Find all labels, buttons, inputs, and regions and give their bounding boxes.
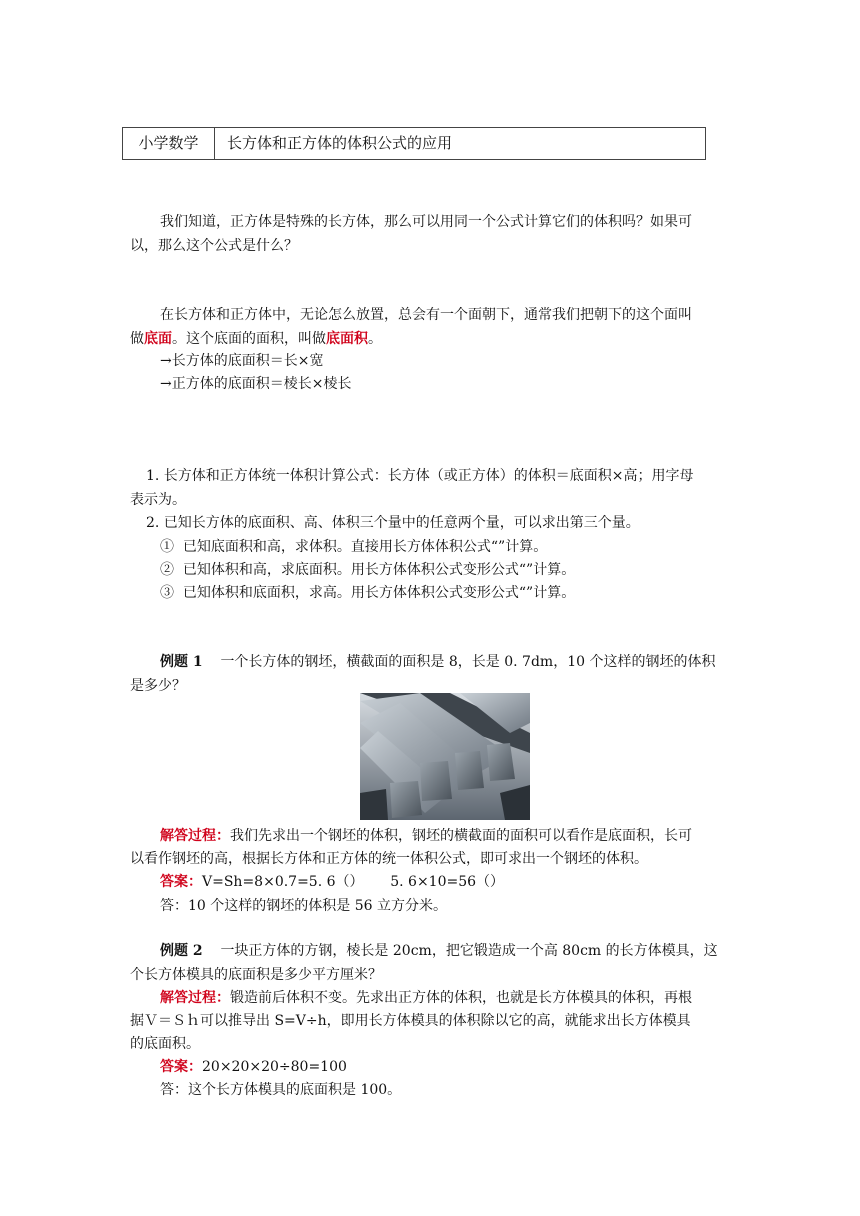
example-2-process-line-1	[160, 988, 692, 1008]
example-1-process-line-1	[160, 826, 692, 846]
base-text-c: 。这个底面的面积，叫做	[172, 331, 326, 347]
example-1-text: 一个长方体的钢坯，横截面的面积是 8，长是 0. 7dm，10 个这样的钢坯的体积	[220, 654, 716, 670]
subject-cell: 小学数学	[123, 128, 215, 159]
header-table	[122, 127, 706, 160]
base-text-a: 做	[130, 331, 144, 347]
term-base: 底面	[144, 331, 172, 347]
example-2-conclusion: 答：这个长方体模具的底面积是 100。	[160, 1082, 402, 1098]
term-base-area: 底面积	[326, 331, 368, 347]
case-1: ① 已知底面积和高，求体积。直接用长方体体积公式“”计算。	[160, 539, 548, 555]
example-2-process-line-3: 的底面积。	[130, 1036, 200, 1052]
steel-billets-photo	[360, 693, 530, 820]
example-1-process-label: 解答过程：	[160, 828, 230, 844]
example-1-label: 例题 1	[160, 654, 203, 670]
lesson-title: 长方体和正方体的体积公式的应用	[227, 134, 453, 152]
example-2-answer-label: 答案：	[160, 1059, 202, 1075]
rule-1-line-1: 1. 长方体和正方体统一体积计算公式：长方体（或正方体）的体积＝底面积×高；用字母	[146, 468, 694, 484]
example-2-line-2: 个长方体模具的底面积是多少平方厘米？	[130, 967, 382, 983]
cube-base-formula: →正方体的底面积＝棱长×棱长	[160, 376, 352, 392]
example-1-conclusion: 答：10 个这样的钢坯的体积是 56 立方分米。	[160, 898, 447, 914]
example-2-label: 例题 2	[160, 943, 203, 959]
rule-2: 2. 已知长方体的底面积、高、体积三个量中的任意两个量，可以求出第三个量。	[146, 515, 640, 531]
example-2-process-label: 解答过程：	[160, 990, 230, 1006]
base-text-e: 。	[368, 331, 382, 347]
example-2-answer	[160, 1057, 347, 1077]
example-2-text: 一块正方体的方钢，棱长是 20cm，把它锻造成一个高 80cm 的长方体模具，这	[220, 943, 718, 959]
example-1-process-text: 我们先求出一个钢坯的体积，钢坯的横截面的面积可以看作是底面积，长可	[230, 828, 692, 844]
case-2: ② 已知体积和高，求底面积。用长方体体积公式变形公式“”计算。	[160, 562, 576, 578]
cuboid-base-formula: →长方体的底面积＝长×宽	[160, 353, 324, 369]
example-1-line-2: 是多少？	[130, 678, 186, 694]
example-2-process-text: 锻造前后体积不变。先求出正方体的体积，也就是长方体模具的体积，再根	[230, 990, 692, 1006]
example-2-answer-text: 20×20×20÷80=100	[202, 1059, 347, 1075]
intro-line-2: 以，那么这个公式是什么？	[130, 238, 298, 254]
example-1-line-1	[160, 652, 715, 672]
rule-1-line-2: 表示为。	[130, 492, 186, 508]
example-1-answer-label: 答案：	[160, 874, 202, 890]
example-1-answer-text: V=Sh=8×0.7=5. 6（） 5. 6×10=56（）	[202, 874, 505, 890]
example-1-process-line-2: 以看作钢坯的高，根据长方体和正方体的统一体积公式，即可求出一个钢坯的体积。	[130, 851, 648, 867]
base-line-2	[130, 329, 382, 349]
example-1-answer	[160, 872, 504, 892]
case-3: ③ 已知体积和底面积，求高。用长方体体积公式变形公式“”计算。	[160, 585, 576, 601]
example-2-process-line-2: 据Ｖ＝Ｓｈ可以推导出 S=V÷h，即用长方体模具的体积除以它的高，就能求出长方体模具	[130, 1013, 691, 1029]
intro-line-1: 我们知道，正方体是特殊的长方体，那么可以用同一个公式计算它们的体积吗？如果可	[160, 214, 692, 230]
base-line-1: 在长方体和正方体中，无论怎么放置，总会有一个面朝下，通常我们把朝下的这个面叫	[160, 307, 692, 323]
example-2-line-1	[160, 941, 718, 961]
